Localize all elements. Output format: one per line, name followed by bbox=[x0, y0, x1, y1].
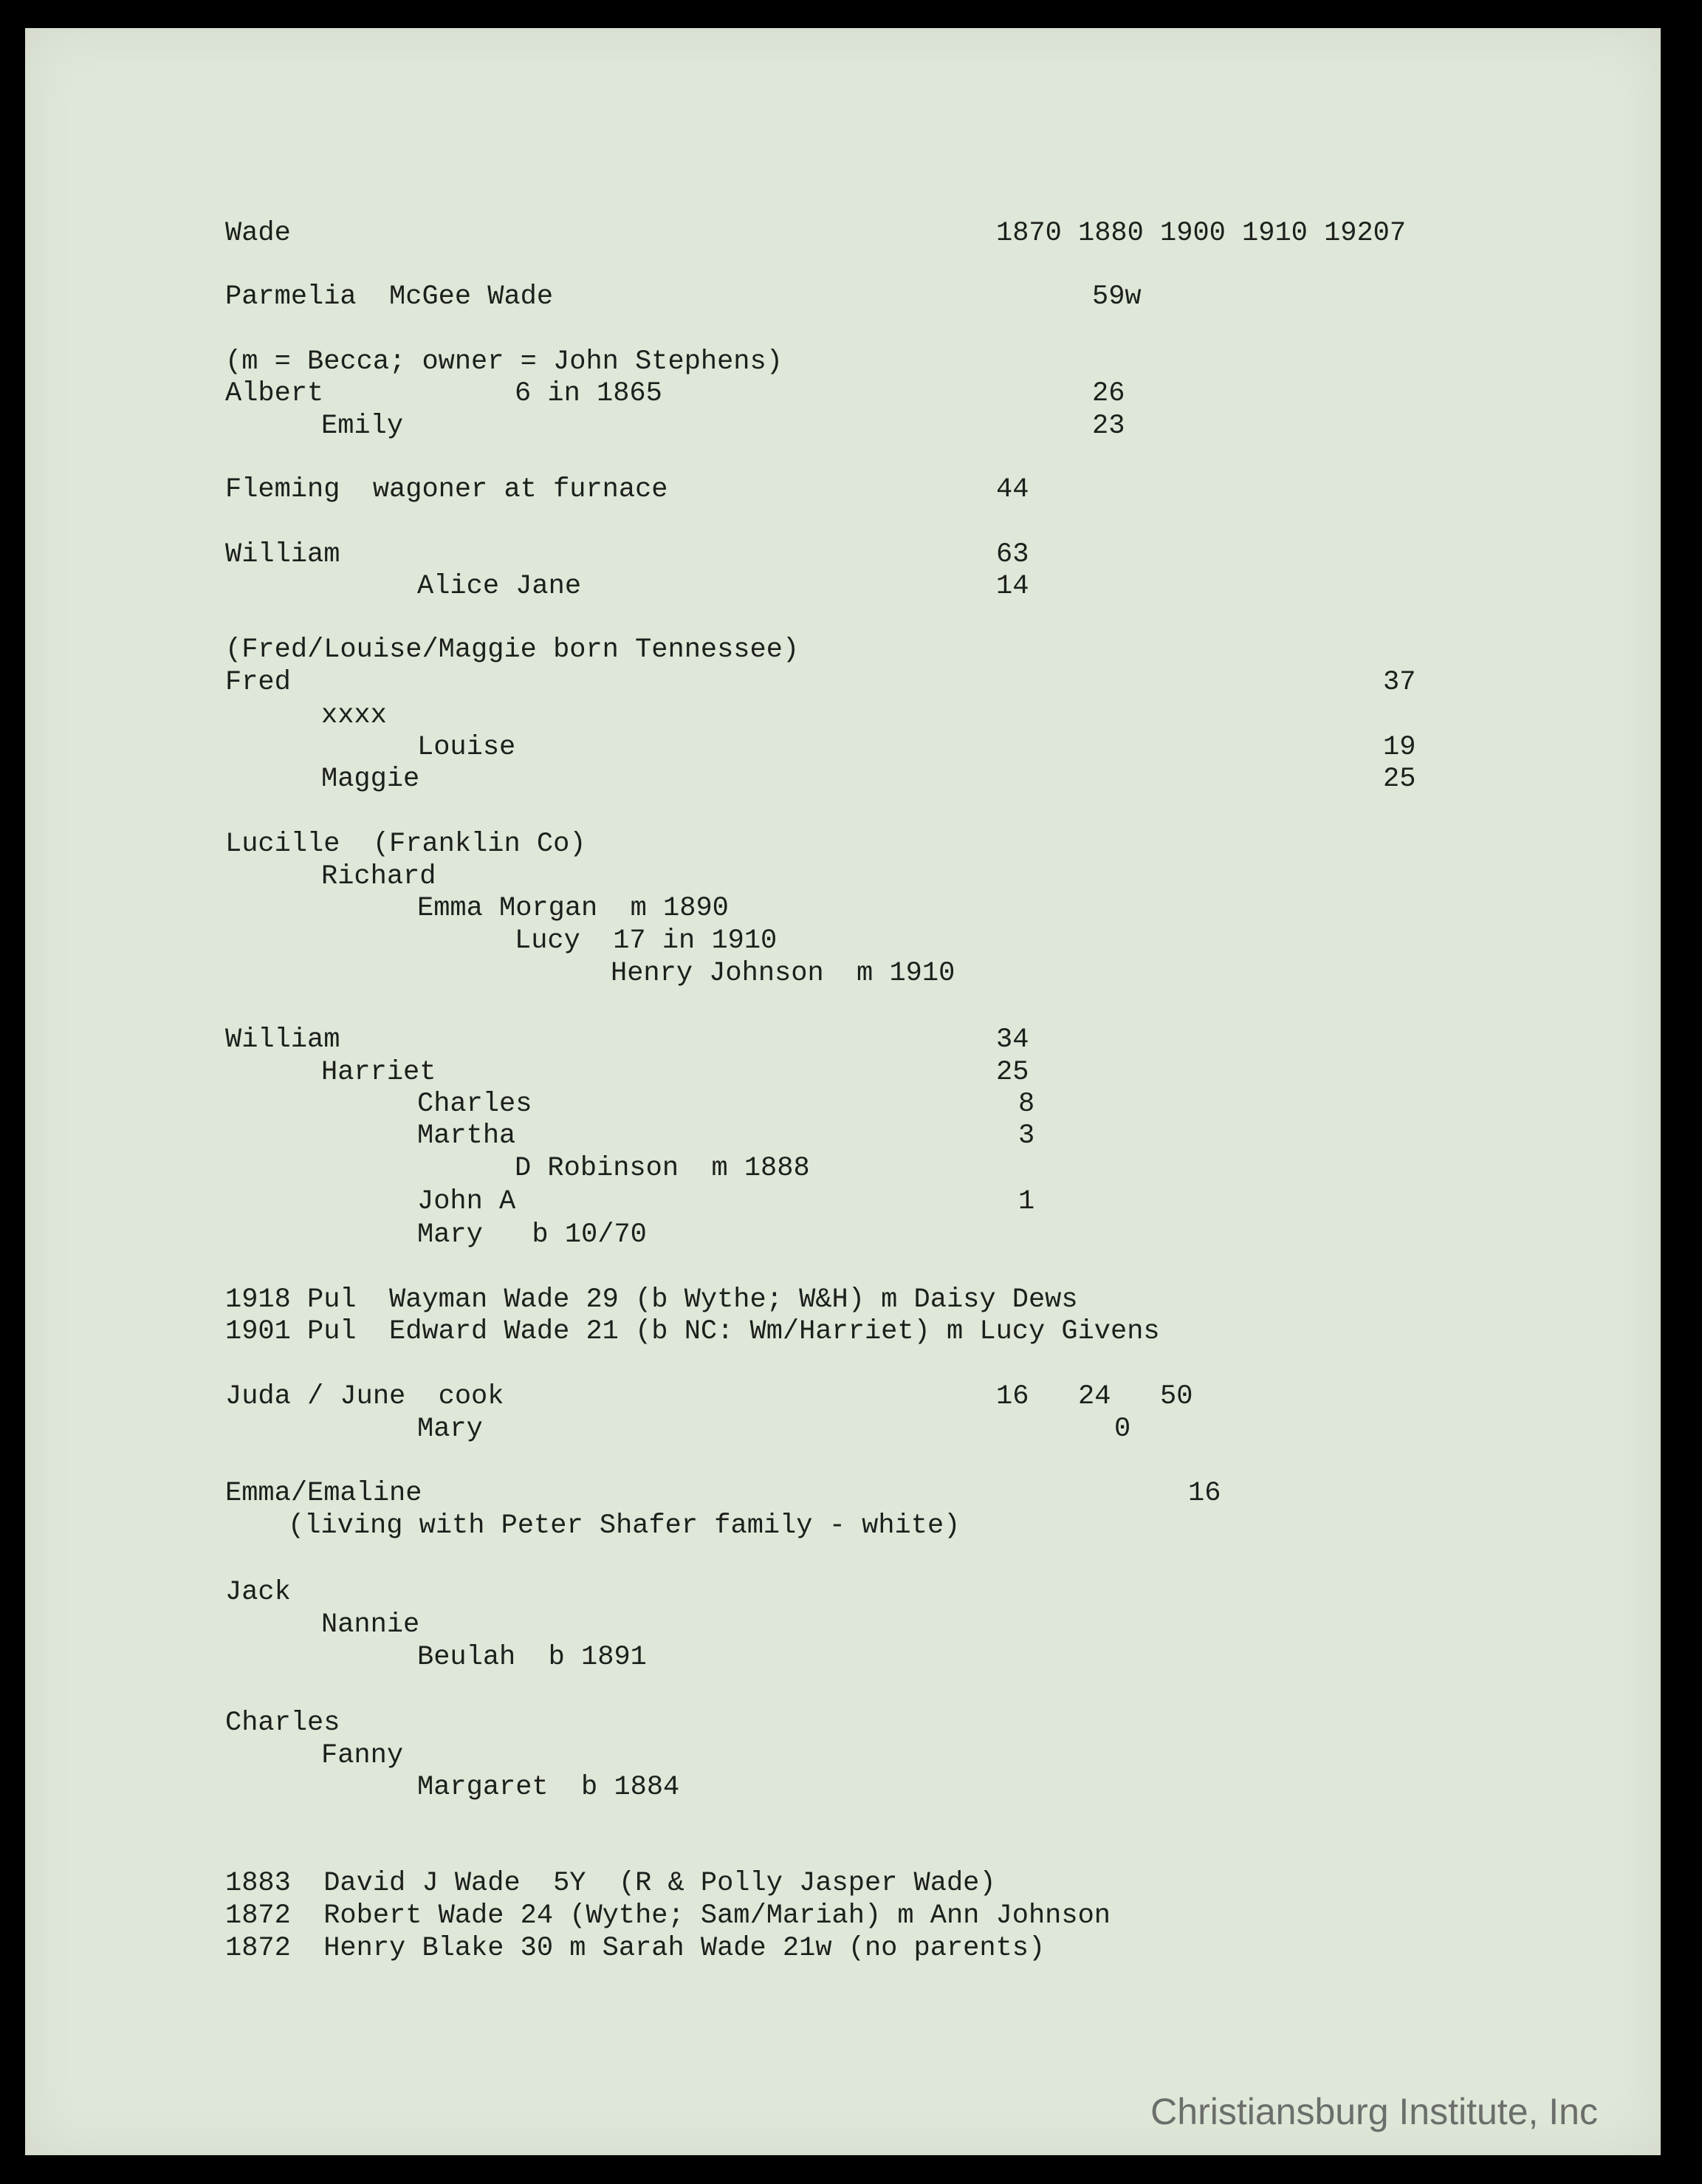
text-cell: Harriet bbox=[321, 1057, 436, 1088]
text-cell: John A bbox=[417, 1186, 516, 1217]
document-page bbox=[25, 28, 1661, 2155]
text-cell: Richard bbox=[321, 861, 436, 892]
text-cell: 44 bbox=[996, 474, 1029, 505]
text-cell: (living with Peter Shafer family - white) bbox=[288, 1510, 961, 1541]
text-cell: Fanny bbox=[321, 1740, 404, 1771]
text-cell: Jack bbox=[225, 1577, 291, 1608]
text-cell: Margaret b 1884 bbox=[417, 1772, 680, 1803]
text-cell: William bbox=[225, 1024, 340, 1055]
text-cell: 1872 Henry Blake 30 m Sarah Wade 21w (no parents) bbox=[225, 1933, 1046, 1964]
text-cell: 25 bbox=[996, 1057, 1029, 1088]
text-cell: 3 bbox=[1018, 1120, 1035, 1151]
text-cell: 1870 1880 1900 1910 19207 bbox=[996, 218, 1407, 249]
text-cell: 19 bbox=[1383, 732, 1416, 763]
text-cell: 6 in 1865 bbox=[515, 378, 662, 409]
text-cell: 37 bbox=[1383, 667, 1416, 698]
text-cell: Emma/Emaline bbox=[225, 1478, 422, 1509]
text-cell: 1 bbox=[1018, 1186, 1035, 1217]
text-cell: 63 bbox=[996, 539, 1029, 570]
text-cell: Martha bbox=[417, 1120, 516, 1151]
text-cell: Wade bbox=[225, 218, 291, 249]
text-cell: Emma Morgan m 1890 bbox=[417, 893, 729, 924]
text-cell: Alice Jane bbox=[417, 571, 582, 602]
text-cell: Albert bbox=[225, 378, 324, 409]
text-cell: Mary bbox=[417, 1414, 483, 1445]
text-cell: D Robinson m 1888 bbox=[515, 1153, 810, 1184]
text-cell: 59w bbox=[1092, 281, 1142, 312]
text-cell: 16 bbox=[1188, 1478, 1221, 1509]
text-cell: 26 bbox=[1092, 378, 1125, 409]
text-cell: xxxx bbox=[321, 700, 387, 731]
text-cell: Emily bbox=[321, 411, 404, 442]
watermark: Christiansburg Institute, Inc bbox=[1150, 2091, 1598, 2132]
text-cell: Mary b 10/70 bbox=[417, 1219, 647, 1250]
text-cell: Juda / June cook bbox=[225, 1381, 504, 1412]
text-cell: 8 bbox=[1018, 1089, 1035, 1120]
text-cell: Lucy 17 in 1910 bbox=[515, 925, 778, 956]
text-cell: Fred bbox=[225, 667, 291, 698]
text-cell: 1872 Robert Wade 24 (Wythe; Sam/Mariah) m Ann Johnson bbox=[225, 1900, 1111, 1931]
text-cell: Charles bbox=[225, 1708, 340, 1739]
text-cell: Maggie bbox=[321, 764, 420, 795]
text-cell: Louise bbox=[417, 732, 516, 763]
text-cell: 1901 Pul Edward Wade 21 (b NC: Wm/Harriet) m Lucy Givens bbox=[225, 1316, 1160, 1347]
text-cell: 34 bbox=[996, 1024, 1029, 1055]
text-cell: 25 bbox=[1383, 764, 1416, 795]
text-cell: 1918 Pul Wayman Wade 29 (b Wythe; W&H) m Daisy Dews bbox=[225, 1284, 1078, 1315]
text-cell: 23 bbox=[1092, 411, 1125, 442]
text-cell: 0 bbox=[1114, 1414, 1131, 1445]
text-cell: Nannie bbox=[321, 1609, 420, 1640]
text-cell: 16 24 50 bbox=[996, 1381, 1193, 1412]
text-cell: 14 bbox=[996, 571, 1029, 602]
text-cell: (Fred/Louise/Maggie born Tennessee) bbox=[225, 634, 800, 665]
text-cell: William bbox=[225, 539, 340, 570]
text-cell: 1883 David J Wade 5Y (R & Polly Jasper Wade) bbox=[225, 1868, 996, 1899]
text-cell: Parmelia McGee Wade bbox=[225, 281, 554, 312]
text-cell: Beulah b 1891 bbox=[417, 1642, 647, 1673]
text-cell: Henry Johnson m 1910 bbox=[611, 958, 955, 989]
text-cell: Charles bbox=[417, 1089, 532, 1120]
text-cell: Fleming wagoner at furnace bbox=[225, 474, 668, 505]
text-cell: Lucille (Franklin Co) bbox=[225, 829, 586, 860]
text-cell: (m = Becca; owner = John Stephens) bbox=[225, 346, 783, 377]
